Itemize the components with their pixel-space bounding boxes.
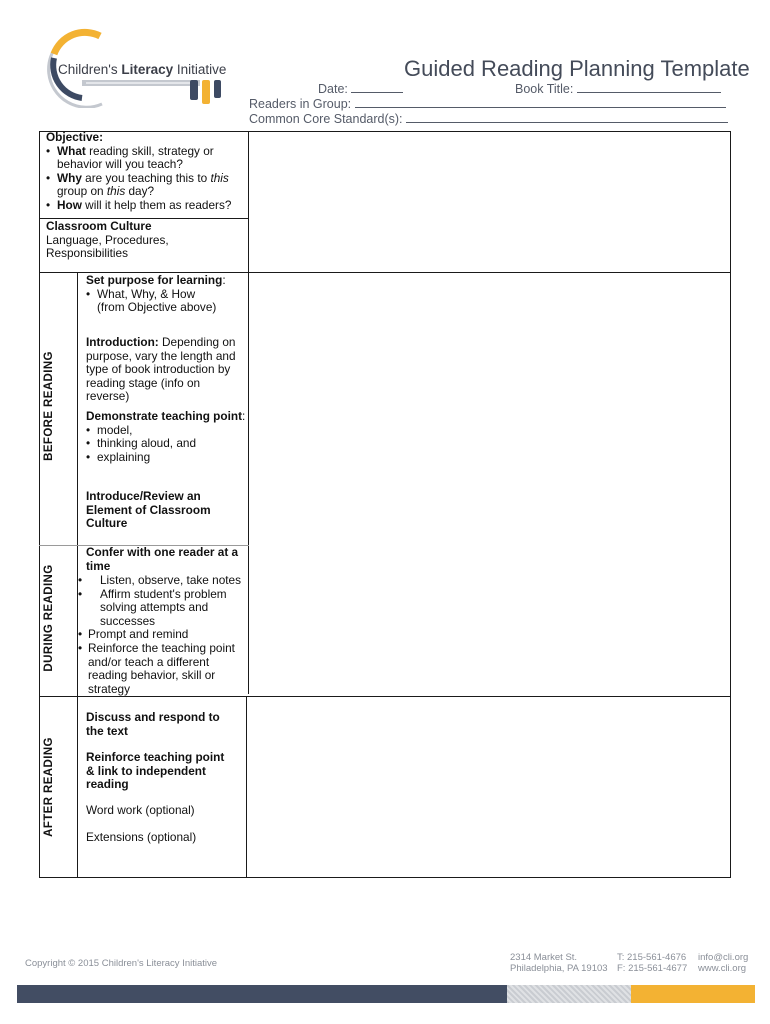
date-label: Date: xyxy=(318,82,348,96)
footer-contact[interactable] xyxy=(698,952,748,974)
readers-field[interactable] xyxy=(249,96,726,111)
standards-line xyxy=(406,111,728,123)
footer-bar-gold xyxy=(631,985,755,1003)
readers-line xyxy=(355,96,726,108)
footer-bar-grey xyxy=(507,985,631,1003)
before-demo-block: Demonstrate teaching point: • model, • thinking aloud, and • explaining xyxy=(86,410,246,464)
readers-label: Readers in Group: xyxy=(249,97,352,111)
before-intro-block: Introduction: Depending on purpose, vary the length and type of book introduction by reading stage (info on reverse) xyxy=(86,335,236,404)
list-item: • What reading skill, strategy or behavior will you teach? xyxy=(46,145,244,172)
list-item: • Reinforce the teaching point and/or teach a different reading behavior, skill or strategy xyxy=(78,642,248,696)
email-link[interactable]: info@cli.org xyxy=(698,952,749,963)
culture-heading: Classroom Culture xyxy=(46,219,152,233)
culture-subtext: Language, Procedures, Responsibilities xyxy=(46,232,169,261)
reinforce-heading: Reinforce teaching point & link to independent reading xyxy=(86,750,225,792)
footer-bar-navy xyxy=(17,985,507,1003)
list-item: • Prompt and remind xyxy=(78,628,248,642)
before-review-block xyxy=(86,490,226,531)
culture-cell xyxy=(46,220,248,261)
book-title-field[interactable] xyxy=(515,81,721,96)
footer-address: 2314 Market St. Philadelphia, PA 19103 xyxy=(510,952,608,974)
objective-notes-area[interactable] xyxy=(249,132,730,272)
book-title-line xyxy=(577,81,721,93)
logo-wordmark: Children's Literacy Initiative xyxy=(58,62,227,77)
list-item: • Why are you teaching this to this group on this day? xyxy=(46,172,244,199)
document-title: Guided Reading Planning Template xyxy=(404,56,750,81)
list-item: • How will it help them as readers? xyxy=(46,199,244,213)
list-item: • explaining xyxy=(86,451,246,465)
objective-list xyxy=(46,145,244,213)
intro-heading: Introduction: xyxy=(86,335,159,349)
book-title-label: Book Title: xyxy=(515,82,574,96)
confer-heading: Confer with one reader at a time xyxy=(86,545,239,573)
during-reading-label: DURING READING xyxy=(43,564,55,672)
objective-heading: Objective: xyxy=(46,130,104,144)
discuss-heading: Discuss and respond to the text xyxy=(86,710,220,738)
extensions-label: Extensions (optional) xyxy=(86,830,197,844)
footer-phone: T: 215-561-4676 F: 215-561-4677 xyxy=(617,952,688,974)
before-reading-label: BEFORE READING xyxy=(43,351,55,461)
after-notes-area[interactable] xyxy=(247,697,730,877)
standards-field[interactable] xyxy=(249,111,728,126)
list-item: • Listen, observe, take notes xyxy=(78,574,248,588)
date-line xyxy=(351,81,403,93)
website-link[interactable]: www.cli.org xyxy=(698,963,747,974)
list-item: • What, Why, & How xyxy=(86,288,246,302)
reading-notes-area[interactable] xyxy=(249,273,730,695)
during-confer-block xyxy=(86,546,246,573)
word-work-label: Word work (optional) xyxy=(86,803,195,817)
list-item: • Affirm student's problem solving attempts and successes xyxy=(78,588,248,629)
cli-logo xyxy=(42,28,242,108)
after-reading-label: AFTER READING xyxy=(43,737,55,837)
purpose-note: (from Objective above) xyxy=(97,300,217,315)
after-reinforce-block xyxy=(86,751,236,792)
copyright-text: Copyright © 2015 Children's Literacy Initiative xyxy=(25,958,218,969)
before-purpose-block: Set purpose for learning: • What, Why, & How (from Objective above) xyxy=(86,274,246,315)
purpose-heading: Set purpose for learning xyxy=(86,273,223,287)
during-list xyxy=(78,574,248,696)
objective-cell xyxy=(46,131,244,213)
standards-label: Common Core Standard(s): xyxy=(249,112,403,126)
review-heading: Introduce/Review an Element of Classroom Culture xyxy=(86,489,211,531)
date-field[interactable] xyxy=(318,81,403,96)
demo-heading: Demonstrate teaching point xyxy=(86,409,242,423)
list-item: • model, xyxy=(86,424,246,438)
list-item: • thinking aloud, and xyxy=(86,437,246,451)
after-discuss-block xyxy=(86,711,236,738)
